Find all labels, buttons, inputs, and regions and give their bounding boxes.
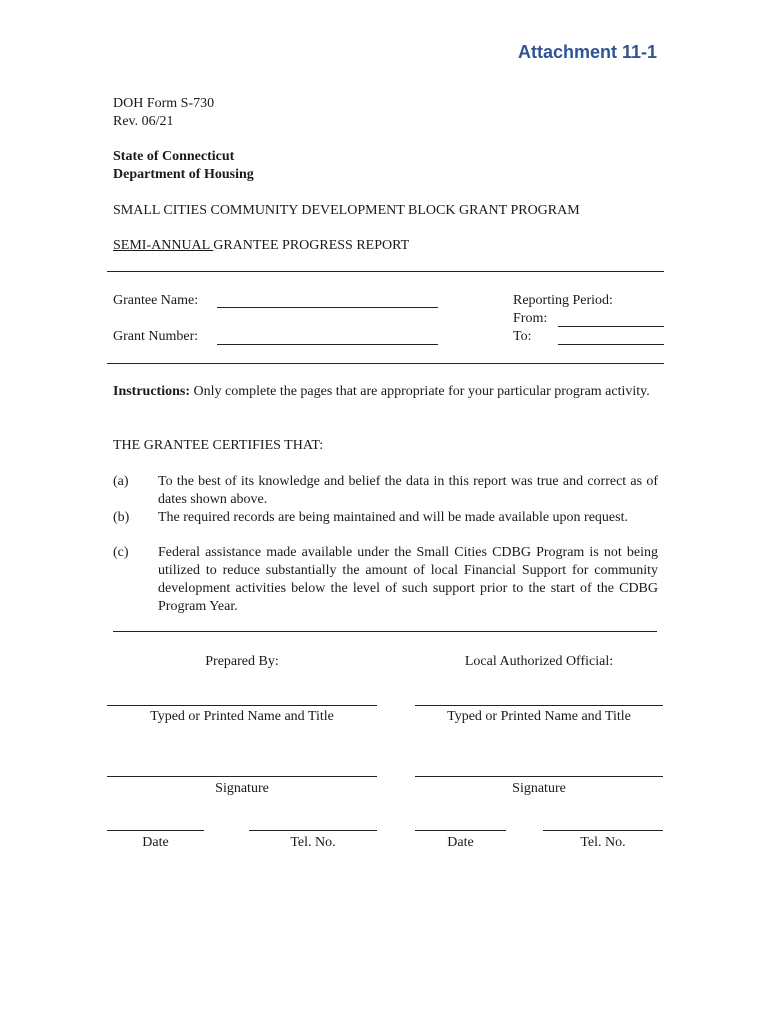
prepared-by-label: Prepared By:	[205, 654, 279, 669]
official-signature-line[interactable]	[415, 776, 663, 777]
divider-top	[107, 271, 664, 272]
grantee-name-field[interactable]	[217, 307, 438, 308]
to-label: To:	[513, 329, 532, 344]
official-tel-line[interactable]	[543, 830, 663, 831]
reporting-period-label: Reporting Period:	[513, 293, 613, 308]
attachment-label: Attachment 11-1	[517, 42, 657, 62]
certification-item	[113, 473, 658, 509]
department-name: Department of Housing	[113, 167, 254, 182]
preparer-name-caption: Typed or Printed Name and Title	[150, 709, 334, 724]
instructions-text: Only complete the pages that are appropriate for your particular program activity.	[190, 384, 650, 399]
divider-certification	[113, 631, 657, 632]
grant-number-field[interactable]	[217, 344, 438, 345]
official-date-line[interactable]	[415, 830, 506, 831]
grant-number-label: Grant Number:	[113, 329, 199, 344]
official-name-line[interactable]	[415, 705, 663, 706]
to-date-field[interactable]	[558, 344, 664, 345]
instructions-label: Instructions:	[113, 384, 191, 399]
certification-item	[113, 544, 658, 616]
certification-item-label: (b)	[113, 510, 130, 525]
report-title-underlined: SEMI-ANNUAL	[113, 238, 214, 253]
report-title	[113, 237, 409, 255]
report-title-rest: GRANTEE PROGRESS REPORT	[213, 238, 410, 253]
official-tel-caption: Tel. No.	[580, 835, 626, 850]
certification-item	[113, 509, 658, 545]
preparer-name-line[interactable]	[107, 705, 377, 706]
preparer-tel-line[interactable]	[249, 830, 377, 831]
official-name-caption: Typed or Printed Name and Title	[447, 709, 631, 724]
program-title: SMALL CITIES COMMUNITY DEVELOPMENT BLOCK GRANT PROGRAM	[113, 203, 580, 218]
official-date-caption: Date	[447, 835, 474, 850]
certification-item-text: The required records are being maintained and will be made available upon request.	[158, 510, 628, 525]
preparer-tel-caption: Tel. No.	[290, 835, 336, 850]
certification-item-text: To the best of its knowledge and belief the data in this report was true and correct as of dates shown above.	[158, 474, 658, 507]
preparer-signature-line[interactable]	[107, 776, 377, 777]
preparer-date-caption: Date	[142, 835, 169, 850]
form-revision: Rev. 06/21	[113, 114, 174, 129]
from-date-field[interactable]	[558, 326, 664, 327]
divider-fields	[107, 363, 664, 364]
certification-item-label: (c)	[113, 545, 129, 560]
certification-heading: THE GRANTEE CERTIFIES THAT:	[113, 438, 324, 453]
instructions	[113, 383, 658, 401]
state-name: State of Connecticut	[113, 149, 235, 164]
grantee-name-label: Grantee Name:	[113, 293, 199, 308]
certification-item-label: (a)	[113, 474, 129, 489]
official-signature-caption: Signature	[512, 781, 566, 796]
form-number: DOH Form S-730	[113, 96, 215, 111]
preparer-date-line[interactable]	[107, 830, 204, 831]
preparer-signature-caption: Signature	[215, 781, 269, 796]
from-label: From:	[513, 311, 548, 326]
local-official-label: Local Authorized Official:	[464, 654, 614, 669]
certification-item-text: Federal assistance made available under the Small Cities CDBG Program is not being utilized to reduce substantially the amount of local Financial Support for community development activities below the level of such support prior to the start of the CDBG Program Year.	[158, 545, 658, 614]
